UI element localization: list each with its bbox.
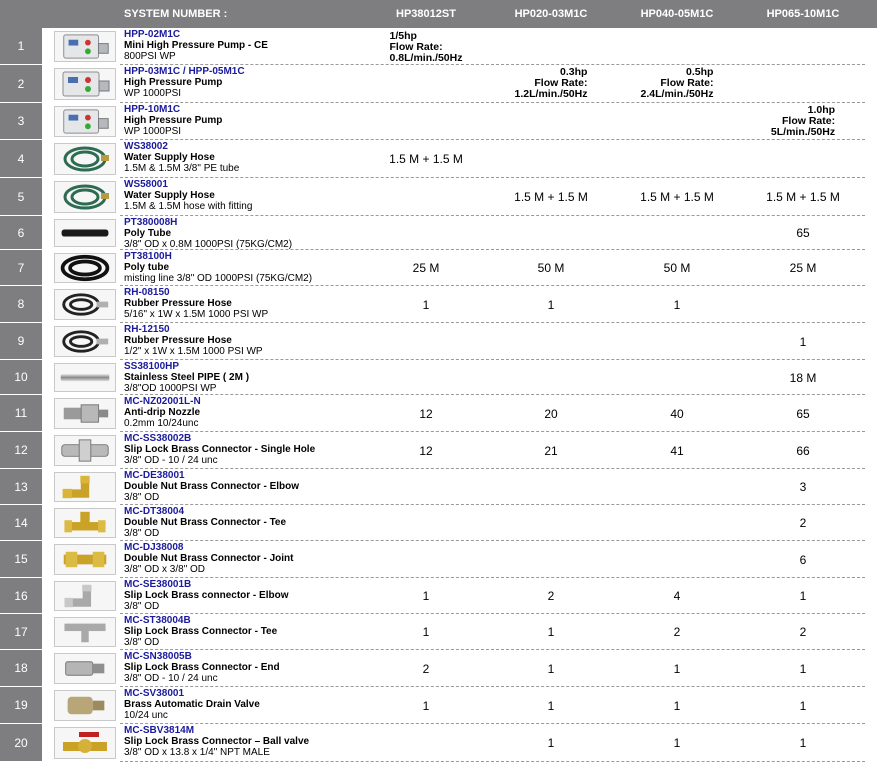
product-description	[124, 396, 201, 429]
product-photo	[54, 398, 116, 429]
quantity-cell: 25 M	[789, 261, 817, 275]
quantity-cell: 4	[673, 589, 681, 603]
product-description	[124, 542, 293, 575]
product-spec: 800PSI WP	[124, 51, 176, 62]
product-description	[124, 688, 260, 721]
pump-unit-icon	[55, 69, 115, 99]
spec-line: Flow Rate:	[534, 77, 588, 89]
quantity-cell: 1.5 M + 1.5 M	[766, 190, 840, 204]
product-code: MC-SE38001B	[124, 579, 192, 590]
quantity-cell: 1	[422, 589, 430, 603]
product-photo	[54, 544, 116, 575]
product-name: Slip Lock Brass Connector – Ball valve	[124, 736, 310, 747]
product-description	[124, 725, 309, 758]
product-code: MC-SS38002B	[124, 433, 192, 444]
quantity-cell: 1	[422, 625, 430, 639]
spec-line: 5L/min./50Hz	[770, 125, 836, 138]
product-code: RH-08150	[124, 287, 170, 298]
product-code: PT380008H	[124, 217, 178, 228]
product-description	[124, 324, 263, 357]
quantity-cell: 2	[799, 625, 807, 639]
quantity-cell: 2	[673, 625, 681, 639]
row-number: 17	[0, 614, 42, 650]
product-spec: 0.2mm 10/24unc	[124, 418, 199, 429]
product-name: Slip Lock Brass connector - Elbow	[124, 590, 289, 601]
product-code: MC-DJ38008	[124, 542, 184, 553]
product-photo	[54, 31, 116, 62]
row-number: 20	[0, 724, 42, 762]
quantity-cell: 1	[673, 297, 681, 312]
spec-line: 2.4L/min./50Hz	[640, 88, 714, 100]
product-spec: 3/8" OD x 13.8 x 1/4" NPT MALE	[124, 747, 270, 758]
system-column-header: HP38012ST	[396, 8, 456, 20]
product-name: Stainless Steel PIPE ( 2M )	[124, 372, 250, 383]
product-name: Rubber Pressure Hose	[124, 298, 232, 309]
quantity-cell: 2	[799, 516, 807, 530]
quantity-cell: 2	[547, 589, 555, 603]
quantity-cell: 1	[547, 736, 555, 750]
product-photo	[54, 508, 116, 538]
quantity-cell: 1	[673, 661, 681, 676]
row-number: 7	[0, 250, 42, 286]
rubber-hose-icon	[55, 290, 115, 319]
table-row	[0, 469, 877, 505]
product-spec: 1.5M & 1.5M 3/8" PE tube	[124, 163, 240, 174]
system-number-label: SYSTEM NUMBER :	[124, 8, 228, 20]
product-code: MC-SBV3814M	[124, 725, 195, 736]
table-row	[0, 216, 877, 250]
quantity-cell: 50 M	[663, 261, 691, 275]
quantity-cell: 65	[796, 226, 810, 240]
pump-unit-icon	[55, 32, 115, 61]
row-number: 14	[0, 505, 42, 541]
product-description	[124, 104, 222, 137]
product-photo	[54, 219, 116, 247]
spec-line: 1.2L/min./50Hz	[514, 88, 588, 100]
product-photo	[54, 653, 116, 684]
table-row	[0, 178, 877, 216]
quantity-cell: 40	[670, 406, 684, 421]
quantity-cell: 20	[544, 406, 558, 421]
row-number: 2	[0, 65, 42, 103]
pump-unit-icon	[55, 107, 115, 136]
product-code: HPP-03M1C / HPP-05M1C	[124, 66, 245, 77]
product-name: Poly Tube	[124, 228, 172, 239]
product-name: Slip Lock Brass Connector - Single Hole	[124, 444, 316, 455]
product-code: WS38002	[124, 141, 168, 152]
chrome-end-icon	[55, 654, 115, 683]
table-row	[0, 614, 877, 650]
product-description	[124, 179, 252, 212]
row-number: 6	[0, 216, 42, 250]
row-number: 19	[0, 687, 42, 724]
quantity-cell: 12	[419, 443, 433, 458]
product-description	[124, 651, 280, 684]
quantity-cell: 12	[419, 406, 433, 421]
brass-connector-icon	[55, 436, 115, 465]
system-column-header: HP065-10M1C	[766, 8, 840, 20]
row-number: 16	[0, 578, 42, 614]
table-row	[0, 724, 877, 762]
brass-elbow-icon	[55, 473, 115, 501]
product-description	[124, 506, 286, 539]
brass-joint-icon	[55, 545, 115, 574]
product-spec: misting line 3/8" OD 1000PSI (75KG/CM2)	[124, 273, 313, 284]
spec-line: Flow Rate:	[782, 114, 836, 127]
product-spec: 3/8" OD	[124, 492, 160, 503]
quantity-cell: 2	[422, 661, 430, 676]
row-number: 12	[0, 432, 42, 469]
table-row	[0, 650, 877, 687]
product-description	[124, 579, 288, 612]
chrome-elbow-icon	[55, 582, 115, 610]
product-code: MC-SN38005B	[124, 651, 192, 662]
quantity-cell: 25 M	[412, 261, 440, 275]
chrome-tee-icon	[55, 618, 115, 646]
quantity-cell: 50 M	[537, 261, 565, 275]
product-code: WS58001	[124, 179, 168, 190]
table-row	[0, 541, 877, 578]
table-row	[0, 687, 877, 724]
row-number: 4	[0, 140, 42, 178]
product-spec: 3/8" OD x 3/8" OD	[124, 564, 206, 575]
quantity-cell: 1	[547, 698, 555, 713]
hose-coil-icon	[55, 182, 115, 212]
quantity-cell: 1	[422, 297, 430, 312]
spec-value	[390, 28, 463, 65]
product-photo	[54, 68, 116, 100]
system-column-header: HP040-05M1C	[640, 8, 714, 20]
product-name: Double Nut Brass Connector - Elbow	[124, 481, 300, 492]
row-number: 3	[0, 103, 42, 140]
quantity-cell: 1.5 M + 1.5 M	[514, 190, 588, 204]
product-spec: 3/8" OD x 0.8M 1000PSI (75KG/CM2)	[124, 239, 293, 250]
product-description	[124, 287, 268, 320]
product-code: MC-DT38004	[124, 506, 185, 517]
table-row	[0, 578, 877, 614]
spec-line: Flow Rate:	[389, 40, 443, 53]
system-column-header: HP020-03M1C	[514, 8, 588, 20]
spec-value	[771, 103, 835, 140]
product-spec: WP 1000PSI	[124, 88, 182, 99]
product-description	[124, 29, 268, 62]
product-photo	[54, 435, 116, 466]
product-photo	[54, 289, 116, 320]
product-spec: 3/8" OD	[124, 637, 160, 648]
product-photo	[54, 363, 116, 392]
product-code: MC-SV38001	[124, 688, 185, 699]
table-row	[0, 505, 877, 541]
quantity-cell: 1	[422, 698, 430, 713]
product-photo	[54, 617, 116, 647]
quantity-cell: 41	[670, 443, 684, 458]
quantity-cell: 65	[796, 406, 810, 421]
table-row	[0, 432, 877, 469]
product-code: PT38100H	[124, 251, 172, 262]
product-description	[124, 433, 315, 466]
quantity-cell: 1	[547, 297, 555, 312]
row-number: 9	[0, 323, 42, 360]
table-row	[0, 286, 877, 323]
row-number: 8	[0, 286, 42, 323]
product-code: HPP-02M1C	[124, 29, 181, 40]
product-description	[124, 615, 277, 648]
quantity-cell: 1.5 M + 1.5 M	[640, 190, 714, 204]
spec-line: Flow Rate:	[660, 77, 714, 89]
product-description	[124, 217, 292, 250]
product-photo	[54, 727, 116, 759]
product-name: Rubber Pressure Hose	[124, 335, 232, 346]
product-photo	[54, 690, 116, 721]
quantity-cell: 1	[799, 334, 807, 349]
tube-coil-icon	[55, 254, 115, 282]
spec-line: 0.5hp	[686, 66, 714, 78]
quantity-cell: 1	[799, 661, 807, 676]
row-number: 15	[0, 541, 42, 578]
product-photo	[54, 181, 116, 213]
table-row	[0, 323, 877, 360]
product-name: Double Nut Brass Connector - Joint	[124, 553, 294, 564]
tube-icon	[55, 220, 115, 246]
table-header	[0, 0, 877, 28]
row-divider	[120, 761, 865, 762]
product-name: Anti-drip Nozzle	[124, 407, 201, 418]
product-code: SS38100HP	[124, 361, 180, 372]
table-row	[0, 65, 877, 103]
table-row	[0, 140, 877, 178]
quantity-cell: 1	[799, 698, 807, 713]
spec-line: 1/5hp	[389, 29, 417, 42]
product-description	[124, 470, 299, 503]
product-code: MC-DE38001	[124, 470, 185, 481]
spec-value	[641, 65, 714, 103]
brass-tee-icon	[55, 509, 115, 537]
product-spec: 1.5M & 1.5M hose with fitting	[124, 201, 253, 212]
product-photo	[54, 106, 116, 137]
table-row	[0, 395, 877, 432]
product-description	[124, 66, 245, 99]
table-row	[0, 103, 877, 140]
product-spec: WP 1000PSI	[124, 126, 182, 137]
row-number: 1	[0, 28, 42, 65]
product-name: High Pressure Pump	[124, 115, 223, 126]
product-photo	[54, 143, 116, 175]
quantity-cell: 1	[673, 736, 681, 750]
product-photo	[54, 472, 116, 502]
product-name: Poly tube	[124, 262, 170, 273]
hose-coil-icon	[55, 144, 115, 174]
drain-valve-icon	[55, 691, 115, 720]
product-spec: 3/8" OD - 10 / 24 unc	[124, 455, 218, 466]
product-name: Water Supply Hose	[124, 152, 215, 163]
product-name: High Pressure Pump	[124, 77, 223, 88]
product-name: Brass Automatic Drain Valve	[124, 699, 260, 710]
quantity-cell: 18 M	[789, 370, 817, 385]
product-spec: 3/8"OD 1000PSI WP	[124, 383, 217, 394]
spec-line: 1.0hp	[807, 103, 836, 116]
table-row	[0, 250, 877, 286]
product-name: Slip Lock Brass Connector - End	[124, 662, 280, 673]
product-code: MC-NZ02001L-N	[124, 396, 201, 407]
spec-value	[515, 65, 588, 103]
quantity-cell: 66	[796, 443, 810, 458]
quantity-cell: 1	[799, 736, 807, 750]
quantity-cell: 1	[799, 589, 807, 603]
row-number: 10	[0, 360, 42, 395]
ball-valve-icon	[55, 728, 115, 758]
product-name: Mini High Pressure Pump - CE	[124, 40, 268, 51]
product-name: Water Supply Hose	[124, 190, 215, 201]
product-spec: 3/8" OD - 10 / 24 unc	[124, 673, 218, 684]
product-name: Slip Lock Brass Connector - Tee	[124, 626, 278, 637]
spec-line: 0.8L/min./50Hz	[389, 51, 463, 64]
product-description	[124, 141, 239, 174]
quantity-cell: 1	[673, 698, 681, 713]
row-number: 5	[0, 178, 42, 216]
product-photo	[54, 326, 116, 357]
quantity-cell: 1.5 M + 1.5 M	[389, 152, 463, 166]
product-spec: 5/16" x 1W x 1.5M 1000 PSI WP	[124, 309, 269, 320]
row-number: 13	[0, 469, 42, 505]
product-photo	[54, 253, 116, 283]
product-description	[124, 251, 312, 284]
nozzle-icon	[55, 399, 115, 428]
quantity-cell: 3	[799, 480, 807, 494]
product-spec: 1/2" x 1W x 1.5M 1000 PSI WP	[124, 346, 263, 357]
product-spec: 3/8" OD	[124, 601, 160, 612]
product-description	[124, 361, 249, 394]
product-name: Double Nut Brass Connector - Tee	[124, 517, 287, 528]
product-spec: 10/24 unc	[124, 710, 168, 721]
product-spec: 3/8" OD	[124, 528, 160, 539]
rubber-hose-icon	[55, 327, 115, 356]
product-photo	[54, 581, 116, 611]
quantity-cell: 21	[544, 443, 558, 458]
steel-pipe-icon	[55, 364, 115, 391]
quantity-cell: 1	[547, 661, 555, 676]
spec-line: 0.3hp	[560, 66, 588, 78]
quantity-cell: 1	[547, 625, 555, 639]
product-code: HPP-10M1C	[124, 104, 181, 115]
quantity-cell: 6	[799, 552, 807, 567]
row-number: 18	[0, 650, 42, 687]
table-row	[0, 360, 877, 395]
table-row	[0, 28, 877, 65]
product-code: RH-12150	[124, 324, 170, 335]
product-code: MC-ST38004B	[124, 615, 191, 626]
row-number: 11	[0, 395, 42, 432]
